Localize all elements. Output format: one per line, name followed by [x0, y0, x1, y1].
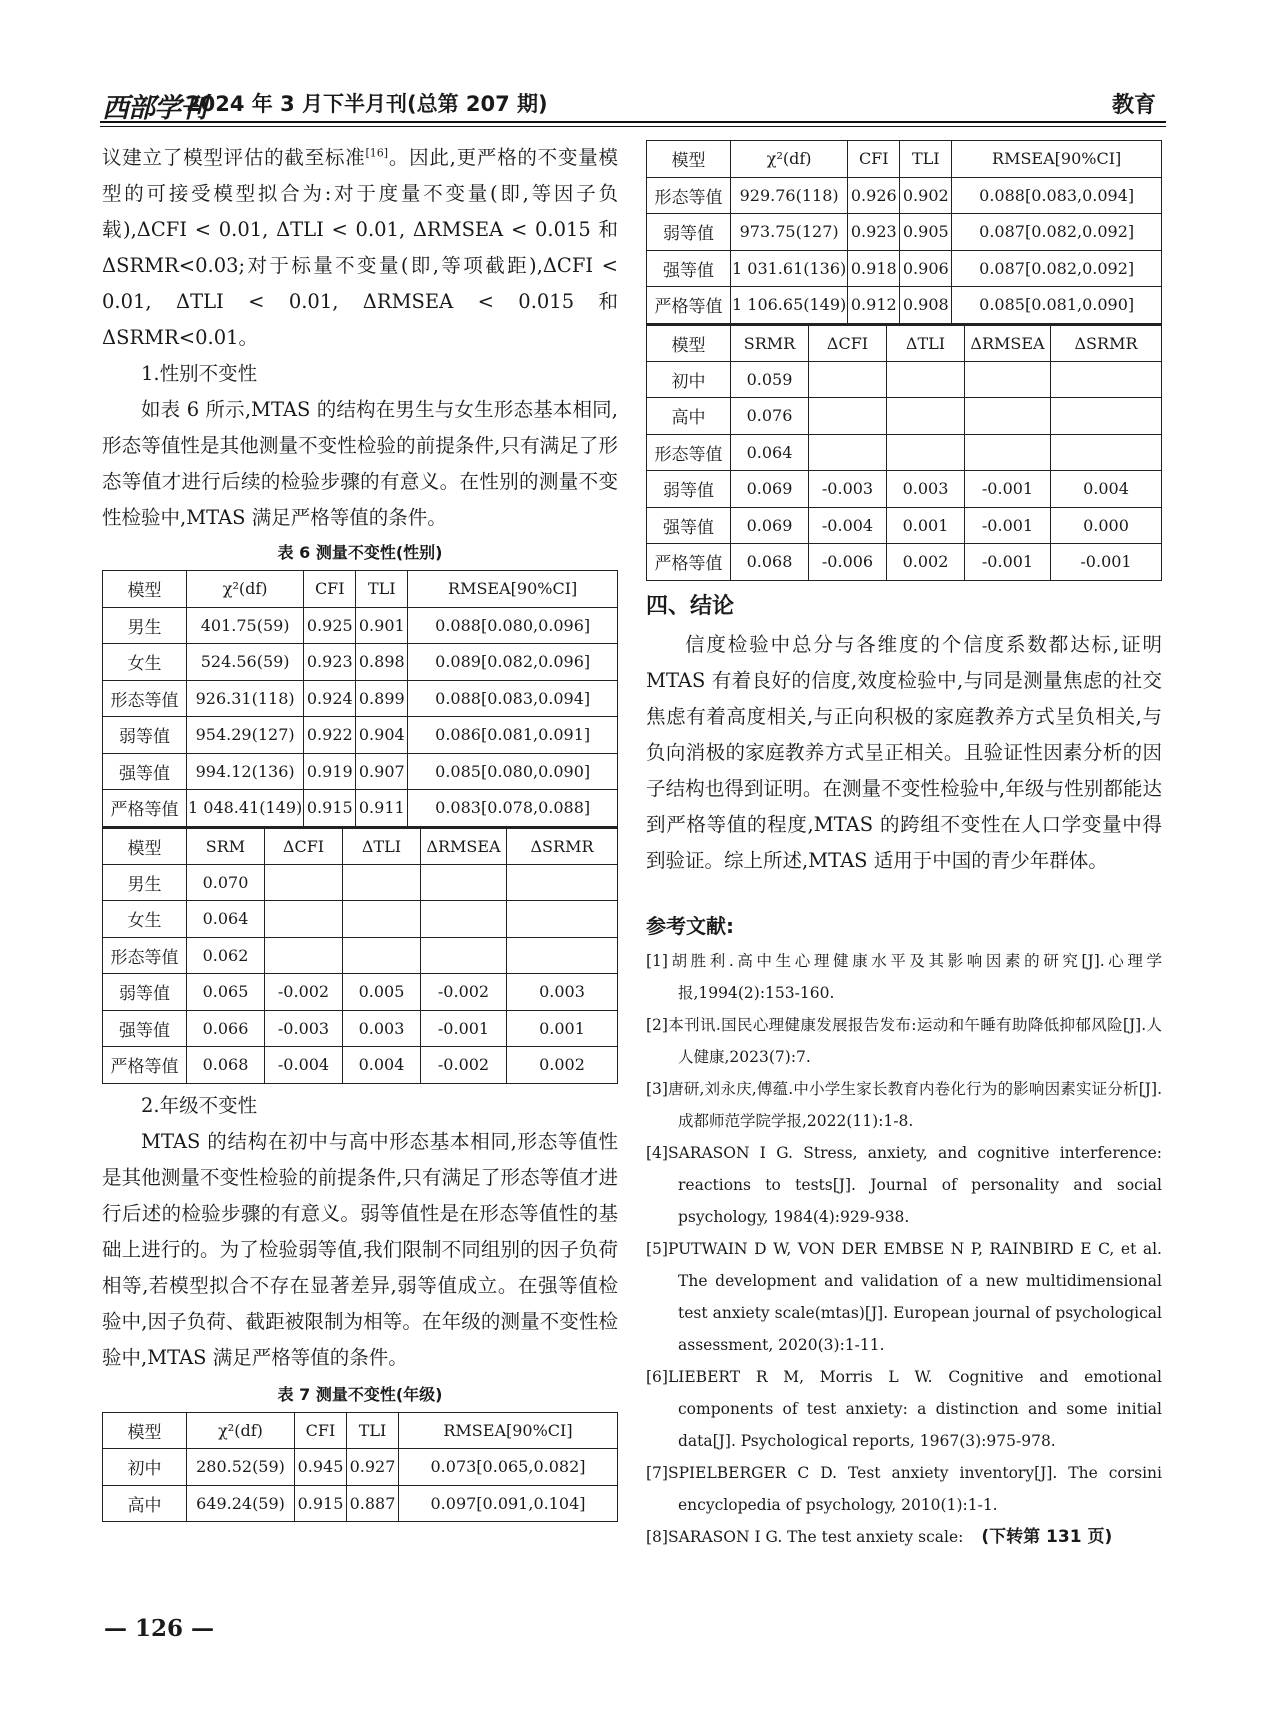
references-heading: 参考文献:	[646, 913, 734, 938]
table-header-row-cell: 模型	[647, 325, 731, 362]
table6-part2	[102, 827, 618, 1084]
table-header-row-cell: 模型	[103, 571, 187, 608]
table-row	[103, 790, 618, 827]
table-row-cell	[809, 361, 887, 398]
table-row-cell: 954.29(127)	[187, 717, 304, 754]
reference-item: [6]LIEBERT R M, Morris L W. Cognitive and emotional components of test anxiety: a distinction and some initial data[J]. Psychological reports, 1967(3):975-978.	[646, 1367, 1162, 1450]
table-row-cell: 401.75(59)	[187, 607, 304, 644]
table-header-row-cell: RMSEA[90%CI]	[408, 571, 618, 608]
table-row-cell: 1 031.61(136)	[731, 250, 848, 287]
reference-item: [8]SARASON I G. The test anxiety scale: (下转第 131 页)	[646, 1526, 1113, 1547]
table-row-cell	[1051, 434, 1162, 471]
table-row	[103, 717, 618, 754]
header-rule-thin	[100, 126, 1166, 127]
table-row	[103, 644, 618, 681]
table-row-cell	[421, 901, 507, 938]
table-row-cell: 弱等值	[647, 214, 731, 251]
table-header-row-cell: CFI	[304, 571, 356, 608]
subheading-gender: 1.性别不变性	[141, 362, 258, 385]
table-header-row-cell: SRMR	[731, 325, 809, 362]
table-row-cell: -0.003	[265, 1010, 343, 1047]
table-row-cell: 0.059	[731, 361, 809, 398]
reference-item: [4]SARASON I G. Stress, anxiety, and cognitive interference: reactions to tests[J]. Journal of personality and social psychology, 1984(4):929-938.	[646, 1143, 1162, 1226]
page-number: — 126 —	[104, 1615, 215, 1642]
table-row-cell	[887, 434, 965, 471]
table-row-cell: -0.001	[421, 1010, 507, 1047]
table-row-cell: 0.088[0.083,0.094]	[952, 177, 1162, 214]
table-header-row-cell: χ²(df)	[187, 1412, 295, 1449]
table-row-cell: 0.064	[187, 901, 265, 938]
table-row-cell: 0.070	[187, 864, 265, 901]
table-row	[103, 974, 618, 1011]
table-row	[647, 214, 1162, 251]
table-row-cell: 弱等值	[103, 717, 187, 754]
table-row-cell: 0.905	[900, 214, 952, 251]
table-header-row-cell: 模型	[647, 141, 731, 178]
table-row-cell	[809, 434, 887, 471]
table-row	[647, 398, 1162, 435]
table-row-cell: 1 048.41(149)	[187, 790, 304, 827]
left-column	[102, 140, 618, 1522]
table-row-cell: 0.087[0.082,0.092]	[952, 250, 1162, 287]
table-row-cell: 649.24(59)	[187, 1485, 295, 1522]
table-row-cell	[507, 864, 618, 901]
table-header-row-cell: ΔSRMR	[507, 828, 618, 865]
table-row-cell	[421, 937, 507, 974]
reference-item: [7]SPIELBERGER C D. Test anxiety inventory[J]. The corsini encyclopedia of psychology, 2010(1):1-1.	[646, 1463, 1162, 1514]
table-row-cell: 0.004	[343, 1047, 421, 1084]
table-row-cell: 0.907	[356, 753, 408, 790]
table-row-cell: 0.915	[295, 1485, 347, 1522]
table-row-cell	[265, 937, 343, 974]
paragraph-criteria: 议建立了模型评估的截至标准[16]。因此,更严格的不变量模型的可接受模型拟合为:对于度量不变量(即,等因子负载),ΔCFI < 0.01, ΔTLI < 0.01, ΔRMSEA < 0.015 和 ΔSRMR<0.03;对于标量不变量(即,等项截距),ΔCFI < 0.01, ΔTLI < 0.01, ΔRMSEA < 0.015 和 ΔSRMR<0.01。	[102, 146, 618, 349]
table-row-cell: 弱等值	[647, 471, 731, 508]
table-row-cell: 0.000	[1051, 507, 1162, 544]
table-row-cell: 280.52(59)	[187, 1449, 295, 1486]
paragraph-gender: 如表 6 所示,MTAS 的结构在男生与女生形态基本相同,形态等值性是其他测量不变性检验的前提条件,只有满足了形态等值才进行后续的检验步骤的有意义。在性别的测量不变性检验中,MTAS 满足严格等值的条件。	[102, 398, 618, 529]
table-header-row-cell: RMSEA[90%CI]	[399, 1412, 618, 1449]
table-row-cell: 强等值	[647, 507, 731, 544]
table-header-row-cell: CFI	[848, 141, 900, 178]
table-row-cell: 高中	[103, 1485, 187, 1522]
table-row-cell: 女生	[103, 644, 187, 681]
table-row-cell: 0.002	[887, 544, 965, 581]
table-row-cell: 0.069	[731, 471, 809, 508]
table-header-row-cell: 模型	[103, 1412, 187, 1449]
table-row-cell	[887, 361, 965, 398]
table-row-cell: 0.088[0.080,0.096]	[408, 607, 618, 644]
table-row	[647, 507, 1162, 544]
table-row	[103, 937, 618, 974]
table6-caption: 表 6 测量不变性(性别)	[277, 543, 443, 562]
table-row-cell: 0.922	[304, 717, 356, 754]
table-row-cell: 0.001	[507, 1010, 618, 1047]
table-row-cell: 0.068	[731, 544, 809, 581]
reference-item: [5]PUTWAIN D W, VON DER EMBSE N P, RAINBIRD E C, et al. The development and validation of a new multidimensional test anxiety scale(mtas)[J]. European journal of psychological assessment, 2020(3):1-11.	[646, 1239, 1162, 1354]
table-row-cell: -0.002	[265, 974, 343, 1011]
table7-caption: 表 7 测量不变性(年级)	[277, 1384, 443, 1404]
table-row	[103, 1485, 618, 1522]
table-row-cell: -0.001	[1051, 544, 1162, 581]
table-row-cell	[343, 864, 421, 901]
table-row-cell: 严格等值	[647, 287, 731, 324]
table-row-cell	[1051, 398, 1162, 435]
table-row-cell: 0.925	[304, 607, 356, 644]
table-row-cell	[809, 398, 887, 435]
table-row-cell: 0.901	[356, 607, 408, 644]
table-row-cell: 形态等值	[103, 680, 187, 717]
table-row-cell: -0.004	[809, 507, 887, 544]
table-row-cell: 1 106.65(149)	[731, 287, 848, 324]
table-header-row	[647, 141, 1162, 178]
table-row-cell: 0.069	[731, 507, 809, 544]
table-row-cell: 0.003	[887, 471, 965, 508]
table-row-cell: -0.004	[265, 1047, 343, 1084]
table-header-row-cell: TLI	[900, 141, 952, 178]
conclusion-heading: 四、结论	[646, 593, 735, 619]
table-row	[103, 901, 618, 938]
table-row-cell: 强等值	[103, 753, 187, 790]
table-row-cell: 0.912	[848, 287, 900, 324]
table-row-cell	[965, 361, 1051, 398]
table-row-cell: 0.002	[507, 1047, 618, 1084]
table-row-cell: 0.003	[343, 1010, 421, 1047]
table-row	[103, 680, 618, 717]
journal-logo: 西部学刊	[102, 93, 206, 124]
table-row	[103, 607, 618, 644]
table-row-cell: 0.915	[304, 790, 356, 827]
table-row-cell: 0.927	[347, 1449, 399, 1486]
table-row-cell: 弱等值	[103, 974, 187, 1011]
table-header-row-cell: χ²(df)	[731, 141, 848, 178]
table-row-cell: -0.001	[965, 471, 1051, 508]
table-row-cell: -0.002	[421, 974, 507, 1011]
table-row-cell: 0.066	[187, 1010, 265, 1047]
table-row-cell: -0.003	[809, 471, 887, 508]
table-row-cell: 0.918	[848, 250, 900, 287]
table-header-row-cell: RMSEA[90%CI]	[952, 141, 1162, 178]
table-row	[103, 1010, 618, 1047]
table-row-cell	[887, 398, 965, 435]
table-row-cell: 0.908	[900, 287, 952, 324]
table-row	[103, 1047, 618, 1084]
table-header-row-cell: ΔTLI	[343, 828, 421, 865]
table-row-cell	[421, 864, 507, 901]
table-row	[103, 1449, 618, 1486]
table-row-cell: 926.31(118)	[187, 680, 304, 717]
table-row-cell: 0.926	[848, 177, 900, 214]
table-row-cell: 男生	[103, 864, 187, 901]
table-row-cell: 0.904	[356, 717, 408, 754]
table-header-row-cell: χ²(df)	[187, 571, 304, 608]
table-row-cell: 强等值	[647, 250, 731, 287]
table6	[102, 570, 618, 827]
table-row-cell: 0.887	[347, 1485, 399, 1522]
table-header-row-cell: 模型	[103, 828, 187, 865]
table-row-cell: 高中	[647, 398, 731, 435]
table-row-cell: -0.006	[809, 544, 887, 581]
table-row-cell: 形态等值	[647, 177, 731, 214]
right-column	[646, 140, 1162, 1553]
table-row-cell: 0.923	[304, 644, 356, 681]
table-row-cell: 严格等值	[103, 1047, 187, 1084]
table-row-cell: 524.56(59)	[187, 644, 304, 681]
table-header-row-cell: ΔRMSEA	[421, 828, 507, 865]
reference-list	[646, 945, 1162, 1553]
table-row-cell	[507, 937, 618, 974]
table7-part2	[646, 324, 1162, 581]
paragraph-conclusion: 信度检验中总分与各维度的个信度系数都达标,证明 MTAS 有着良好的信度,效度检验中,与同是测量焦虑的社交焦虑有着高度相关,与正向积极的家庭教养方式呈负相关,与负向消极的家庭教养方式呈正相关。且验证性因素分析的因子结构也得到证明。在测量不变性检验中,年级与性别都能达到严格等值的程度,MTAS 的跨组不变性在人口学变量中得到验证。综上所述,MTAS 适用于中国的青少年群体。	[646, 632, 1162, 872]
table-header-row-cell: ΔCFI	[809, 325, 887, 362]
table-row-cell	[265, 901, 343, 938]
table-header-row	[647, 325, 1162, 362]
table-row-cell	[965, 398, 1051, 435]
table-header-row-cell: CFI	[295, 1412, 347, 1449]
issue-info: 2024 年 3 月下半月刊(总第 207 期)	[186, 92, 548, 116]
table-row-cell: 0.919	[304, 753, 356, 790]
table-row-cell: 973.75(127)	[731, 214, 848, 251]
table-row-cell: 女生	[103, 901, 187, 938]
table-row-cell	[265, 864, 343, 901]
table-row-cell: 0.001	[887, 507, 965, 544]
table-row-cell	[965, 434, 1051, 471]
table-row	[647, 434, 1162, 471]
table-row-cell: 0.083[0.078,0.088]	[408, 790, 618, 827]
table-row-cell: 0.076	[731, 398, 809, 435]
reference-item: [1]胡胜利.高中生心理健康水平及其影响因素的研究[J].心理学报,1994(2):153-160.	[646, 951, 1162, 1002]
table-row-cell	[343, 937, 421, 974]
table-row-cell: 0.906	[900, 250, 952, 287]
table-row-cell: 0.899	[356, 680, 408, 717]
table-row-cell: 0.097[0.091,0.104]	[399, 1485, 618, 1522]
table-row-cell	[1051, 361, 1162, 398]
continued-note: (下转第 131 页)	[981, 1526, 1113, 1547]
table7-continued	[646, 140, 1162, 324]
header-rule-thick	[100, 121, 1166, 123]
table-header-row-cell: ΔRMSEA	[965, 325, 1051, 362]
table-row-cell: 994.12(136)	[187, 753, 304, 790]
table-row-cell: -0.001	[965, 507, 1051, 544]
table-row-cell: 形态等值	[647, 434, 731, 471]
table-row-cell: 0.087[0.082,0.092]	[952, 214, 1162, 251]
table-row-cell: 0.073[0.065,0.082]	[399, 1449, 618, 1486]
table-row-cell: 0.004	[1051, 471, 1162, 508]
table-row-cell	[343, 901, 421, 938]
table-row-cell: -0.001	[965, 544, 1051, 581]
table-row-cell: 初中	[103, 1449, 187, 1486]
table-header-row	[103, 571, 618, 608]
table-row-cell: 0.924	[304, 680, 356, 717]
table-header-row-cell: ΔTLI	[887, 325, 965, 362]
paragraph-grade: MTAS 的结构在初中与高中形态基本相同,形态等值性是其他测量不变性检验的前提条件,只有满足了形态等值才进行后述的检验步骤的有意义。弱等值性是在形态等值性的基础上进行的。为了检验弱等值,我们限制不同组别的因子负荷相等,若模型拟合不存在显著差异,弱等值成立。在强等值检验中,因子负荷、截距被限制为相等。在年级的测量不变性检验中,MTAS 满足严格等值的条件。	[102, 1129, 618, 1369]
table-row-cell	[507, 901, 618, 938]
reference-item: [2]本刊讯.国民心理健康发展报告发布:运动和午睡有助降低抑郁风险[J].人人健康,2023(7):7.	[646, 1015, 1162, 1066]
table-row	[647, 177, 1162, 214]
table-row-cell: 强等值	[103, 1010, 187, 1047]
table-row-cell: 0.065	[187, 974, 265, 1011]
reference-item: [3]唐研,刘永庆,傅蕴.中小学生家长教育内卷化行为的影响因素实证分析[J].成都师范学院学报,2022(11):1-8.	[646, 1079, 1162, 1130]
table-row-cell: 0.902	[900, 177, 952, 214]
table-row-cell: 严格等值	[647, 544, 731, 581]
citation-16: [16]	[365, 146, 389, 160]
table7	[102, 1412, 618, 1523]
section-name: 教育	[1111, 93, 1156, 118]
running-header	[100, 84, 1166, 124]
table-header-row-cell: SRM	[187, 828, 265, 865]
table-row-cell: 0.085[0.081,0.090]	[952, 287, 1162, 324]
subheading-grade: 2.年级不变性	[141, 1093, 258, 1117]
table-row	[647, 287, 1162, 324]
table-row-cell: 0.085[0.080,0.090]	[408, 753, 618, 790]
table-header-row	[103, 1412, 618, 1449]
table-row-cell: 严格等值	[103, 790, 187, 827]
table-row-cell: 初中	[647, 361, 731, 398]
table-row	[103, 864, 618, 901]
table-row-cell: 0.911	[356, 790, 408, 827]
table-row	[647, 361, 1162, 398]
table-header-row-cell: TLI	[356, 571, 408, 608]
table-row-cell: 0.088[0.083,0.094]	[408, 680, 618, 717]
table-row-cell: 0.062	[187, 937, 265, 974]
table-row-cell: 0.068	[187, 1047, 265, 1084]
table-row-cell: 形态等值	[103, 937, 187, 974]
table-row	[103, 753, 618, 790]
table-row-cell: 0.923	[848, 214, 900, 251]
table-row-cell: 0.089[0.082,0.096]	[408, 644, 618, 681]
table-header-row-cell: ΔCFI	[265, 828, 343, 865]
table-row-cell: 0.898	[356, 644, 408, 681]
table-row	[647, 250, 1162, 287]
table-row-cell: 0.003	[507, 974, 618, 1011]
table-row-cell: 929.76(118)	[731, 177, 848, 214]
table-row-cell: 0.945	[295, 1449, 347, 1486]
table-row-cell: 男生	[103, 607, 187, 644]
table-row-cell: 0.086[0.081,0.091]	[408, 717, 618, 754]
table-row-cell: 0.064	[731, 434, 809, 471]
table-row-cell: 0.005	[343, 974, 421, 1011]
table-header-row-cell: ΔSRMR	[1051, 325, 1162, 362]
table-row	[647, 544, 1162, 581]
table-row	[647, 471, 1162, 508]
table-header-row-cell: TLI	[347, 1412, 399, 1449]
table-header-row	[103, 828, 618, 865]
table-row-cell: -0.002	[421, 1047, 507, 1084]
